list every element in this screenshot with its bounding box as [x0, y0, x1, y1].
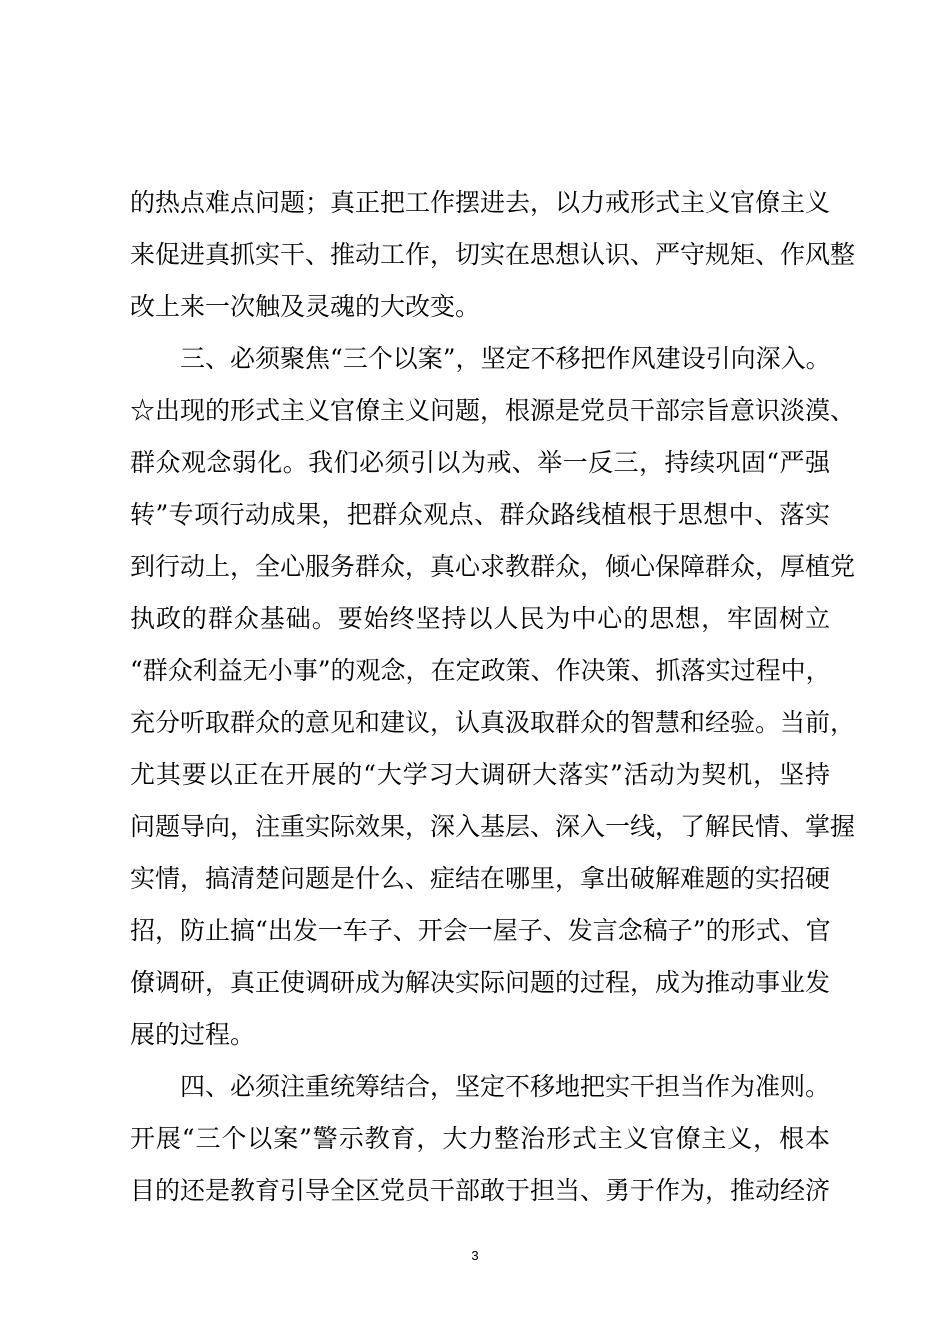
text-line: “群众利益无小事”的观念，在定政策、作决策、抓落实过程中， [130, 656, 831, 685]
section-heading-line: 三、必须聚焦“三个以案”，坚定不移把作风建设引向深入。 [180, 344, 831, 373]
text-line: 展的过程。 [130, 1020, 256, 1049]
text-line: 目的还是教育引导全区党员干部敢于担当、勇于作为，推动经济 [130, 1176, 831, 1205]
text-line: ☆出现的形式主义官僚主义问题，根源是党员干部宗旨意识淡漠、 [130, 396, 856, 425]
text-line: 到行动上，全心服务群众，真心求教群众，倾心保障群众，厚植党 [130, 552, 856, 581]
text-line: 问题导向，注重实际效果，深入基层、深入一线，了解民情、掌握 [130, 812, 856, 841]
text-line: 来促进真抓实干、推动工作，切实在思想认识、严守规矩、作风整 [130, 240, 856, 269]
text-line: 改上来一次触及灵魂的大改变。 [130, 292, 481, 321]
text-line: 尤其要以正在开展的“大学习大调研大落实”活动为契机，坚持 [130, 760, 830, 789]
text-line: 执政的群众基础。要始终坚持以人民为中心的思想，牢固树立 [130, 604, 830, 633]
text-line: 群众观念弱化。我们必须引以为戒、举一反三，持续巩固“严强 [130, 448, 830, 477]
text-line: 开展“三个以案”警示教育，大力整治形式主义官僚主义，根本 [130, 1124, 830, 1153]
text-line: 充分听取群众的意见和建议，认真汲取群众的智慧和经验。当前， [130, 708, 856, 737]
text-line: 实情，搞清楚问题是什么、症结在哪里，拿出破解难题的实招硬 [130, 864, 831, 893]
text-line: 的热点难点问题；真正把工作摆进去，以力戒形式主义官僚主义 [130, 188, 831, 217]
page-number: 3 [471, 1248, 479, 1263]
text-line: 僚调研，真正使调研成为解决实际问题的过程，成为推动事业发 [130, 968, 831, 997]
text-line: 转”专项行动成果，把群众观点、群众路线植根于思想中、落实 [130, 500, 830, 529]
section-heading-line: 四、必须注重统筹结合，坚定不移地把实干担当作为准则。 [180, 1072, 831, 1101]
text-line: 招，防止搞“出发一车子、开会一屋子、发言念稿子”的形式、官 [130, 916, 831, 945]
